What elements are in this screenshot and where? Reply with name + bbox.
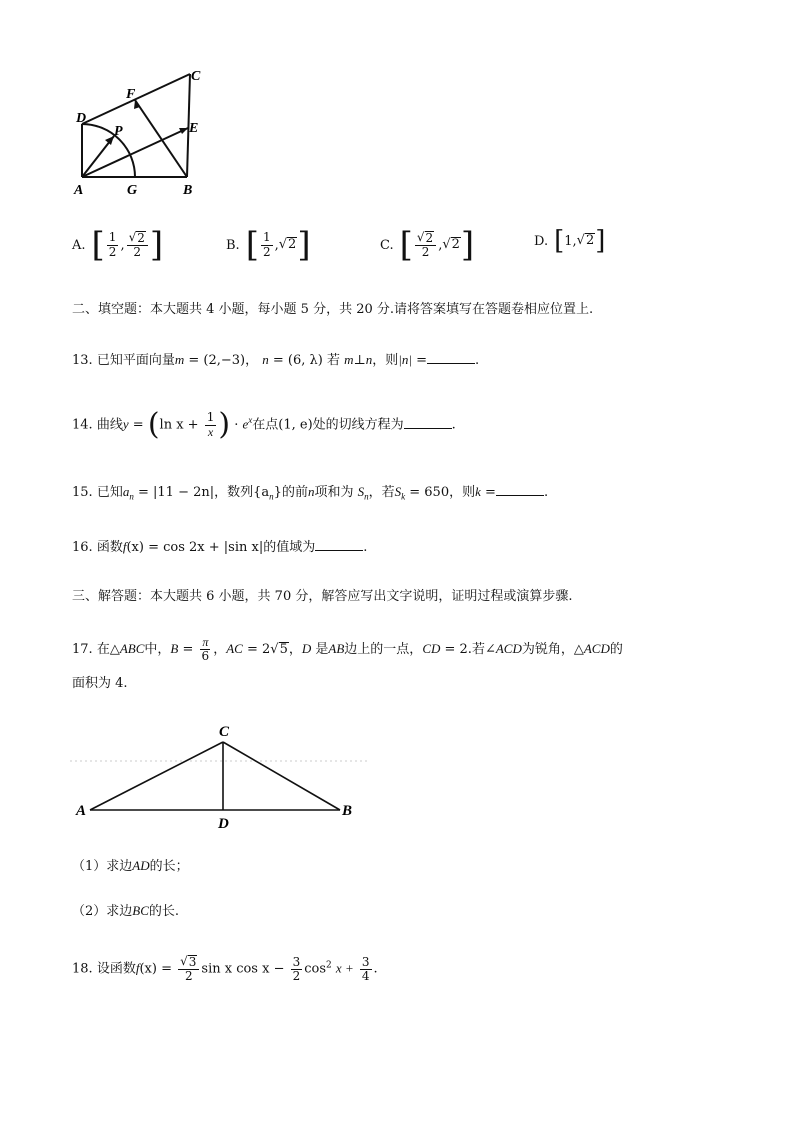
question-17-part-1: （1）求边AD的长；	[72, 858, 189, 874]
question-14: 14. 曲线y = (ln x + $\frac{1}{x}$ ) · $e^x$在点(1, e)处的切线方程为 .	[72, 407, 456, 442]
answer-blank-14	[404, 416, 452, 429]
segment-ac	[90, 742, 223, 810]
label-a: A	[74, 183, 84, 198]
label-g: G	[127, 183, 138, 198]
option-b: B. [ $\frac{1}{2}$ , √ 2 ]	[226, 225, 311, 265]
label-e: E	[189, 121, 199, 136]
answer-blank-16	[315, 538, 363, 551]
segment-bf	[135, 100, 187, 177]
label-p: P	[114, 124, 123, 139]
segment-cb	[223, 742, 340, 810]
label-c: C	[191, 69, 201, 84]
question-17-line2: 面积为 4.	[72, 676, 128, 691]
option-c: C. [ √ 2 2 , √ 2 ]	[380, 225, 475, 265]
label-b: B	[342, 803, 353, 819]
label-f: F	[126, 87, 136, 102]
segment-cd	[82, 74, 190, 124]
label-a: A	[76, 803, 87, 819]
arc-dg	[82, 124, 135, 177]
arrowhead-p	[105, 136, 114, 145]
question-13: 13. 已知平面向量m = (2,−3)， n = (6, λ) 若 m⊥n，则|n| = .	[72, 352, 480, 368]
label-c: C	[219, 724, 230, 740]
section-2-heading: 二、填空题：本大题共 4 小题，每小题 5 分，共 20 分.请将答案填写在答题卷相应位置上.	[72, 302, 594, 317]
question-18: 18. 设函数f(x) = √ 3 2 sin x cos x − $\frac{3}{2}$ $\cos^2 x$ + $\frac{3}{4}$ .	[72, 954, 378, 984]
option-d: D. [ 1, √ 2 ]	[534, 226, 606, 256]
label-d: D	[76, 111, 87, 126]
answer-blank-15	[496, 483, 544, 496]
section-3-heading: 三、解答题：本大题共 6 小题，共 70 分，解答应写出文字说明，证明过程或演算步骤.	[72, 589, 573, 604]
figure-square-diagram	[70, 62, 220, 202]
label-b: B	[183, 183, 193, 198]
question-17: 17. 在△ABC中，B = $\frac{\pi}{6}$ ，AC = 2√ 5 ，D 是AB边上的一点，CD = 2.若∠ACD为锐角，△ACD的	[72, 635, 623, 664]
figure-triangle-diagram	[68, 716, 368, 836]
answer-blank-13	[427, 351, 475, 364]
label-d: D	[218, 816, 229, 832]
question-16: 16. 函数f(x) = cos 2x + |sin x|的值域为 .	[72, 539, 368, 555]
question-17-part-2: （2）求边BC的长.	[72, 903, 180, 919]
question-15: 15. 已知$a_n = |11 - 2n|$，数列$\{a_n\}$的前n项和为 $S_n$，若$S_k = 650$，则k = .	[72, 484, 549, 502]
option-a: A. [ $\frac{1}{2}$ , √ 2 2 ]	[72, 225, 164, 265]
